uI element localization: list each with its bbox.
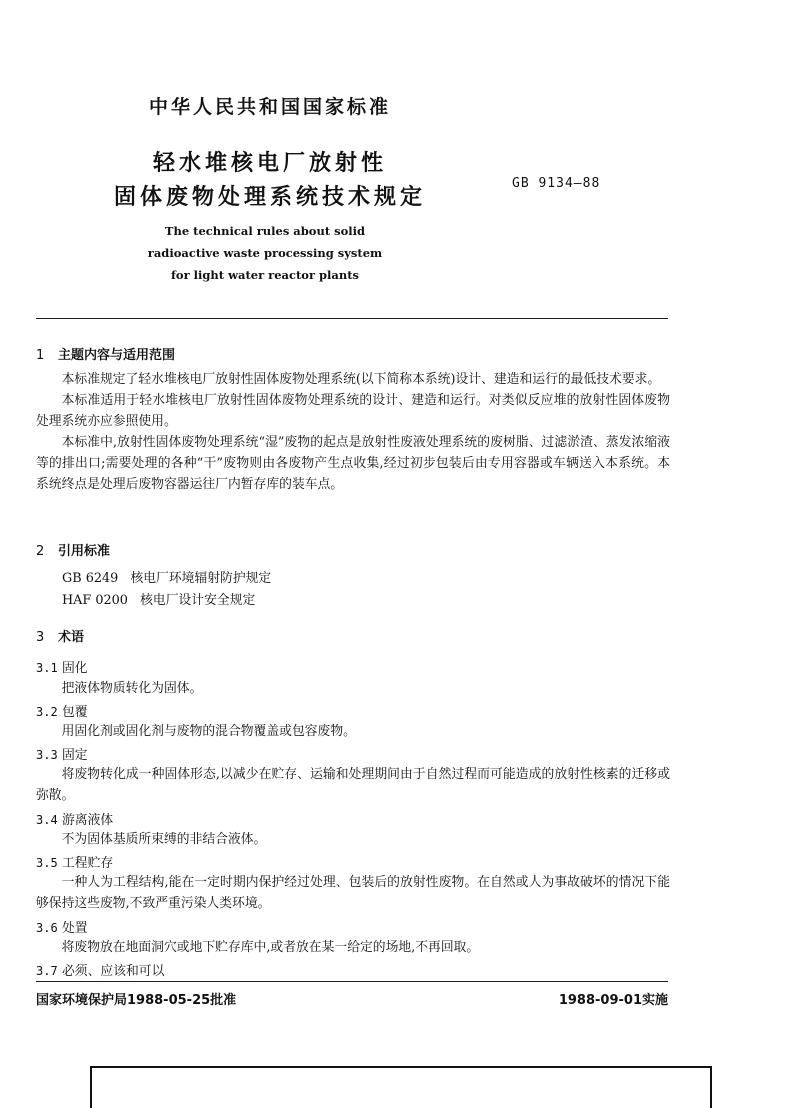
section-2-heading [36, 540, 110, 559]
paragraph: 将废物放在地面洞穴或地下贮存库中,或者放在某一给定的场地,不再回取。 [61, 940, 480, 955]
section-number: 1 [36, 348, 45, 363]
term-number: 3.3 [36, 748, 58, 762]
english-title-line2: radioactive waste processing system [147, 246, 383, 260]
term-3-6 [36, 917, 88, 936]
term-name: 处置 [62, 921, 88, 936]
paragraph: 本标准适用于轻水堆核电厂放射性固体废物处理系统的设计、建造和运行。对类似反应堆的放射性固体废物处理系统亦应参照使用。 [36, 393, 670, 429]
paragraph: 用固化剂或固化剂与废物的混合物覆盖或包容废物。 [61, 724, 356, 739]
section-title: 主题内容与适用范围 [58, 348, 176, 363]
section-number: 2 [36, 544, 45, 559]
paragraph: 不为固体基质所束缚的非结合液体。 [61, 832, 267, 847]
term-3-5 [36, 852, 113, 871]
term-3-4 [36, 809, 113, 828]
term-number: 3.4 [36, 813, 58, 827]
section-title: 术语 [58, 630, 85, 645]
term-name: 工程贮存 [62, 856, 114, 871]
term-number: 3.1 [36, 661, 58, 675]
term-name: 必须、应该和可以 [62, 964, 165, 979]
english-title-line1: The technical rules about solid [164, 224, 366, 238]
document-title-line2: 固体废物处理系统技术规定 [113, 185, 426, 210]
reference-gb6249: GB 6249 核电厂环境辐射防护规定 [62, 571, 272, 586]
term-number: 3.2 [36, 705, 58, 719]
section-number: 3 [36, 630, 45, 645]
term-3-5-definition [36, 872, 670, 914]
paragraph: 本标准规定了轻水堆核电厂放射性固体废物处理系统(以下简称本系统)设计、建造和运行的最低技术要求。 [61, 372, 661, 387]
term-number: 3.6 [36, 921, 58, 935]
section-title: 引用标准 [58, 544, 111, 559]
term-3-1-definition [36, 678, 670, 699]
term-3-2 [36, 701, 88, 720]
english-title-line3: for light water reactor plants [170, 268, 360, 282]
term-3-4-definition [36, 829, 670, 850]
term-3-2-definition [36, 721, 670, 742]
effective-date: 1988-09-01实施 [558, 993, 668, 1008]
term-number: 3.7 [36, 964, 58, 978]
national-standard-heading: 中华人民共和国国家标准 [148, 96, 391, 118]
section-3-heading [36, 626, 84, 645]
standard-code: GB 9134—88 [512, 176, 601, 191]
term-name: 包覆 [62, 705, 88, 720]
term-name: 固定 [62, 748, 88, 763]
term-name: 固化 [62, 661, 88, 676]
footer-divider [36, 981, 668, 982]
reference-haf0200: HAF 0200 核电厂设计安全规定 [62, 593, 256, 608]
paragraph: 本标准中,放射性固体废物处理系统“湿”废物的起点是放射性废液处理系统的废树脂、过滤淤渣、蒸发浓缩液等的排出口;需要处理的各种“干”废物则由各废物产生点收集,经过初步包装后由专用容器或车辆送入本系统。本系统终点是处理后废物容器运往厂内暂存库的装车点。 [36, 435, 670, 492]
paragraph: 把液体物质转化为固体。 [61, 681, 203, 696]
approval-note: 国家环境保护局1988-05-25批准 [36, 993, 237, 1008]
term-3-1 [36, 657, 88, 676]
section-1-body [36, 369, 670, 495]
paragraph: 一种人为工程结构,能在一定时期内保护经过处理、包装后的放射性废物。在自然或人为事故破坏的情况下能够保持这些废物,不致严重污染人类环境。 [36, 875, 670, 911]
document-title-line1: 轻水堆核电厂放射性 [152, 151, 387, 176]
term-3-7 [36, 960, 164, 979]
header-divider [36, 318, 668, 319]
term-name: 游离液体 [62, 813, 114, 828]
term-number: 3.5 [36, 856, 58, 870]
page-border-frame [90, 1066, 712, 1108]
paragraph: 将废物转化成一种固体形态,以减少在贮存、运输和处理期间由于自然过程而可能造成的放射性核素的迁移或弥散。 [36, 767, 670, 803]
section-1-heading [36, 344, 175, 363]
term-3-3-definition [36, 764, 670, 806]
term-3-6-definition [36, 937, 670, 958]
term-3-3 [36, 744, 88, 763]
